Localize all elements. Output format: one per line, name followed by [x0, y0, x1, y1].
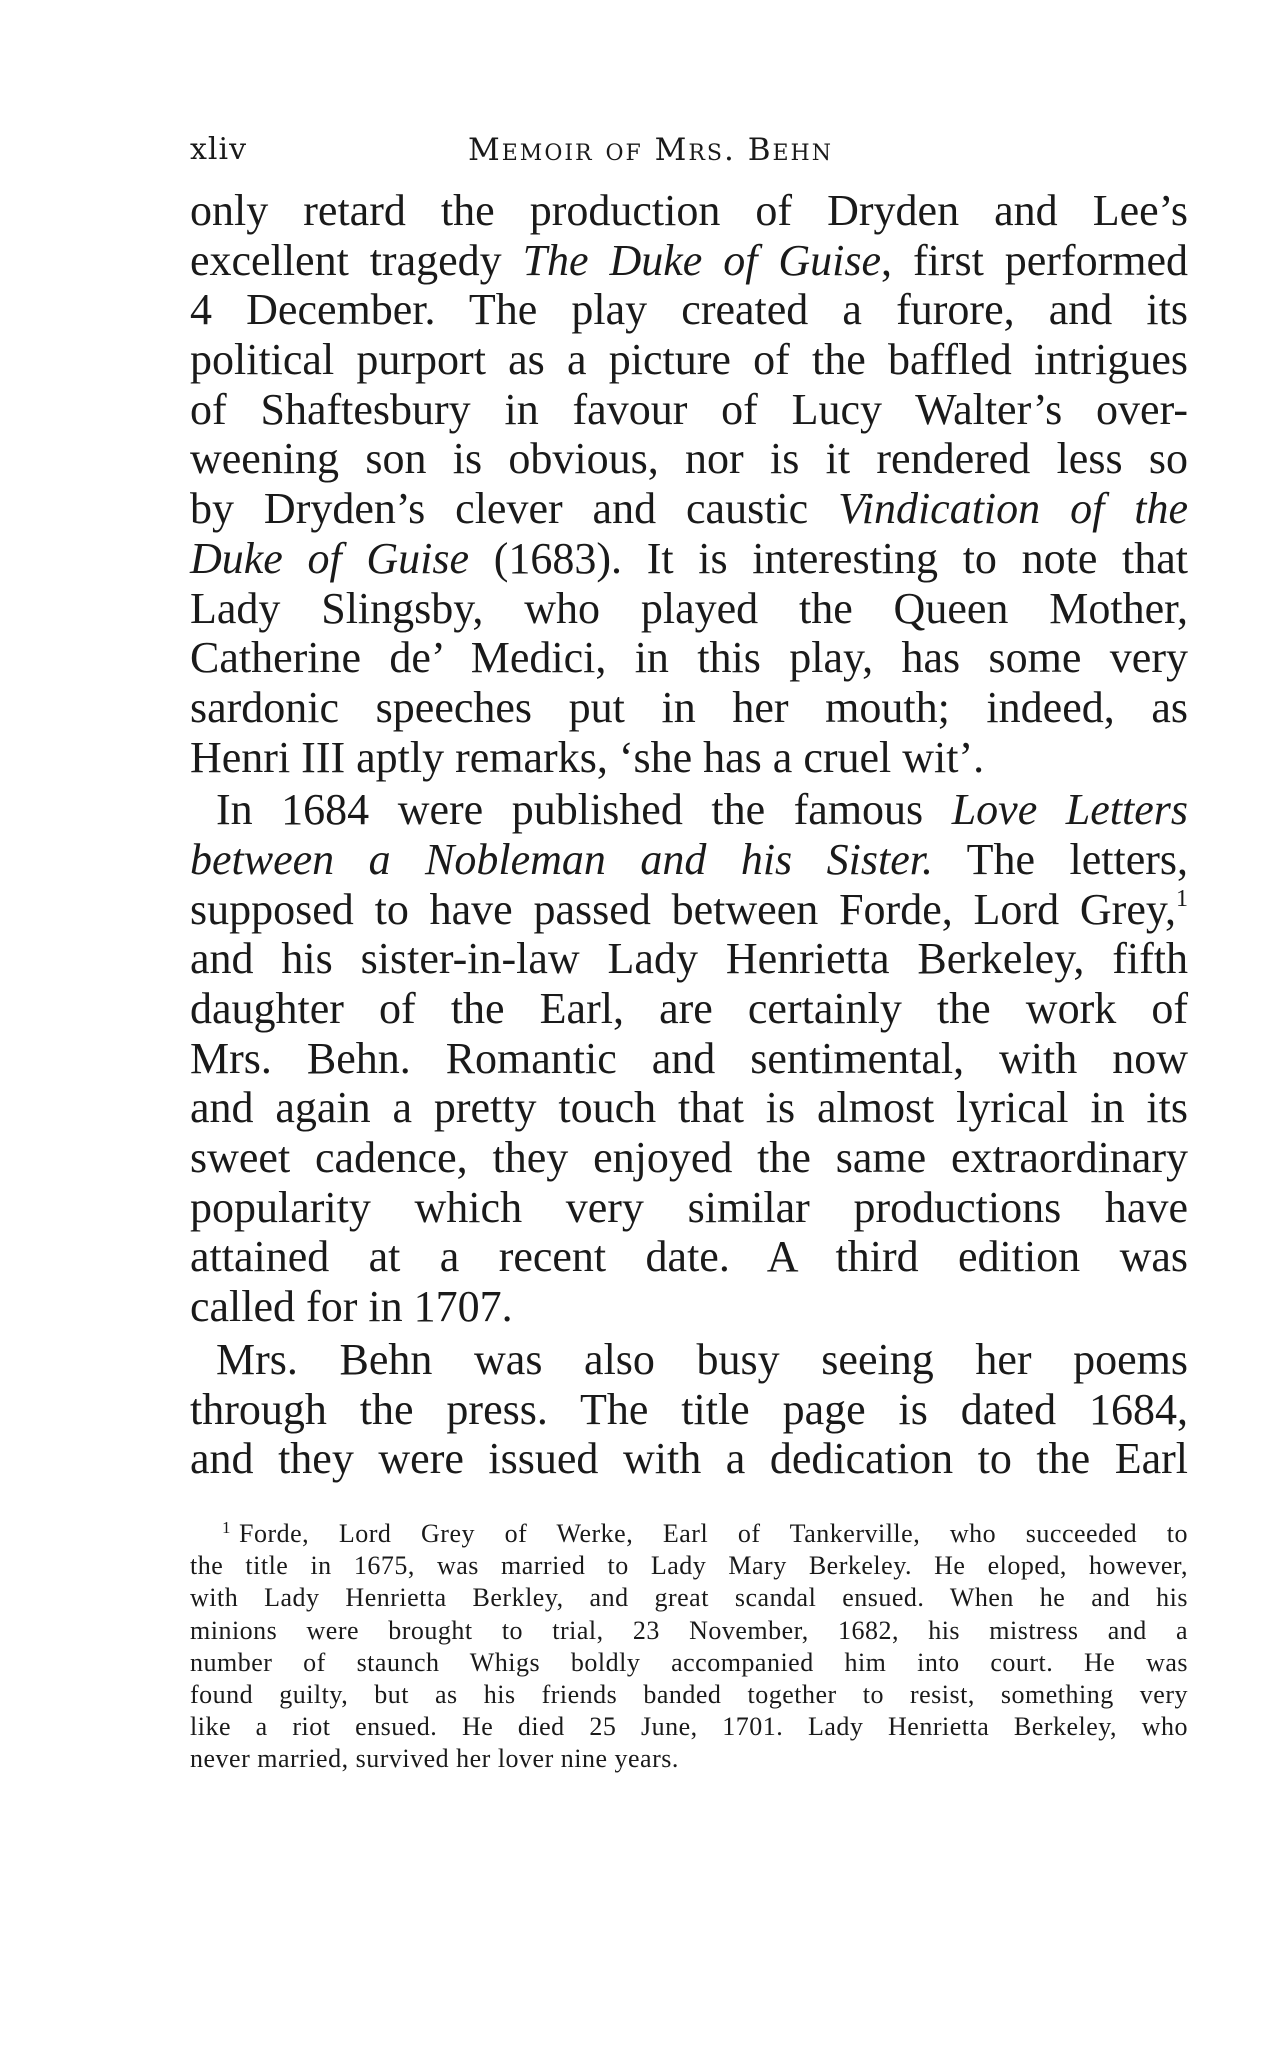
text-line: attained at a recent date. A third edition was — [190, 1232, 1188, 1282]
footnote-line: minions were brought to trial, 23 November, 1682, his mistress and a — [190, 1615, 1188, 1645]
footnote-line: never married, survived her lover nine years. — [190, 1744, 679, 1774]
paragraph — [190, 785, 1188, 1332]
text-line: between a Nobleman and his Sister. The letters, — [190, 834, 1189, 884]
text-line: and they were issued with a dedication to the Earl — [190, 1434, 1188, 1484]
text-line: only retard the production of Dryden and Lee’s — [190, 186, 1188, 235]
text-line: political purport as a picture of the baffled intrigues — [190, 335, 1188, 385]
text-line: through the press. The title page is dated 1684, — [190, 1384, 1188, 1434]
text-line: sardonic speeches put in her mouth; indeed, as — [190, 682, 1188, 732]
paragraph — [190, 1335, 1188, 1484]
footnote-line: with Lady Henrietta Berkley, and great scandal ensued. When he and his — [190, 1583, 1188, 1613]
footnote-line: number of staunch Whigs boldly accompanied him into court. He was — [190, 1647, 1188, 1677]
paragraph — [190, 186, 1188, 782]
text-line: weening son is obvious, nor is it rendered less so — [190, 434, 1188, 484]
text-line: sweet cadence, they enjoyed the same extraordinary — [190, 1133, 1188, 1183]
text-line: daughter of the Earl, are certainly the work of — [190, 984, 1188, 1033]
text-line: popularity which very similar productions have — [190, 1182, 1188, 1232]
text-line: called for in 1707. — [190, 1282, 513, 1332]
text-line: supposed to have passed between Forde, Lord Grey,$^1$ — [190, 884, 1188, 934]
text-line: Duke of Guise (1683). It is interesting to note that — [190, 533, 1188, 583]
work-title: Love Letters — [951, 785, 1188, 835]
work-title: Duke of Guise — [190, 533, 470, 583]
text-line: 4 December. The play created a furore, and its — [190, 285, 1188, 335]
text-line: and his sister-in-law Lady Henrietta Berkeley, fifth — [190, 934, 1188, 984]
work-title: between a Nobleman and his Sister. — [190, 834, 933, 884]
page-number: xliv — [190, 132, 248, 167]
footnote-reference: 1 — [1176, 885, 1188, 912]
footnote-line: like a riot ensued. He died 25 June, 1701. Lady Henrietta Berkeley, who — [190, 1712, 1188, 1742]
text-line: Catherine de’ Medici, in this play, has some very — [190, 633, 1188, 683]
text-line: and again a pretty touch that is almost lyrical in its — [190, 1083, 1188, 1133]
text-line: of Shaftesbury in favour of Lucy Walter’s over- — [190, 384, 1188, 434]
text-line: Lady Slingsby, who played the Queen Mother, — [190, 583, 1188, 633]
running-title: Memoir of Mrs. Behn — [468, 132, 833, 168]
footnote-line: found guilty, but as his friends banded together to resist, something very — [190, 1679, 1188, 1709]
text-line: Mrs. Behn was also busy seeing her poems — [216, 1334, 1188, 1384]
footnote-line: $^1$ Forde, Lord Grey of Werke, Earl of Tankerville, who succeeded to — [222, 1518, 1188, 1548]
text-line: by Dryden’s clever and caustic Vindication of the — [190, 484, 1188, 534]
text-line: Mrs. Behn. Romantic and sentimental, with now — [190, 1033, 1188, 1083]
text-line: In 1684 were published the famous Love Letters — [216, 785, 1188, 835]
footnote-line: the title in 1675, was married to Lady Mary Berkeley. He eloped, however, — [190, 1551, 1188, 1581]
page-header — [190, 132, 1190, 172]
text-line: Henri III aptly remarks, ‘she has a cruel wit’. — [190, 732, 985, 782]
footnote — [190, 1518, 1188, 1776]
work-title: Vindication of the — [838, 484, 1188, 534]
body-text — [190, 186, 1188, 1484]
text-line: excellent tragedy The Duke of Guise, first performed — [190, 235, 1188, 285]
footnote-marker: 1 — [222, 1518, 231, 1537]
play-title: The Duke of Guise — [522, 235, 882, 285]
